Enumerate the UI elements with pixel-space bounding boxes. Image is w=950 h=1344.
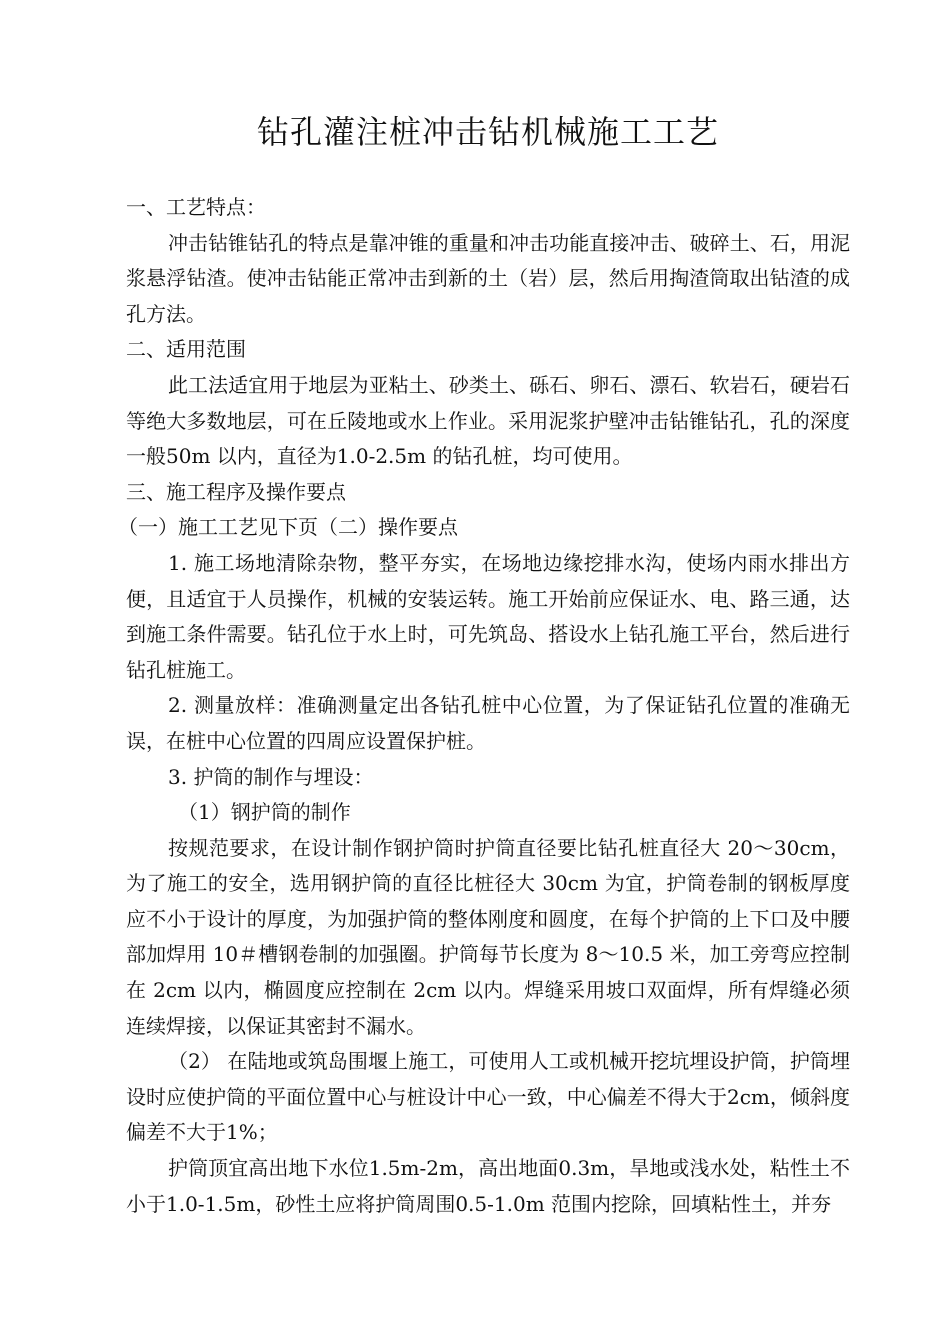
section-3-heading: 三、施工程序及操作要点 — [126, 479, 346, 504]
step-2-paragraph: 2. 测量放样：准确测量定出各钻孔桩中心位置，为了保证钻孔位置的准确无误，在桩中心位置的四周应设置保护桩。 — [126, 693, 850, 753]
step-3-2-paragraph: （2） 在陆地或筑岛围堰上施工，可使用人工或机械开挖坑埋设护筒，护筒埋设时应使护筒的平面位置中心与桩设计中心一致，中心偏差不得大于2cm，倾斜度偏差不大于1%； — [126, 1049, 850, 1145]
section-1-paragraph: 冲击钻锥钻孔的特点是靠冲锥的重量和冲击功能直接冲击、破碎土、石，用泥浆悬浮钻渣。使冲击钻能正常冲击到新的土（岩）层，然后用掏渣筒取出钻渣的成孔方法。 — [126, 230, 850, 326]
document-title: 钻孔灌注桩冲击钻机械施工工艺 — [256, 113, 719, 151]
step-3-1-paragraph: 按规范要求，在设计制作钢护筒时护筒直径要比钻孔桩直径大 20～30cm，为了施工的安全，选用钢护筒的直径比桩径大 30cm 为宜，护筒卷制的钢板厚度应不小于设计的厚度，为加强护筒的整体刚度和圆度，在每个护筒的上下口及中腰部加焊用 10＃槽钢卷制的加强圈。护筒每节长度为 8～10.5 米，加工旁弯应控制在 2cm 以内，椭圆度应控制在 2cm 以内。焊缝采用坡口双面焊，所有焊缝必须连续焊接，以保证其密封不漏水。 — [126, 835, 850, 1038]
section-1-heading: 一、工艺特点： — [126, 195, 266, 219]
section-2-paragraph: 此工法适宜用于地层为亚粘土、砂类土、砾石、卵石、漂石、软岩石，硬岩石等绝大多数地层，可在丘陵地或水上作业。采用泥浆护壁冲击钻锥钻孔，孔的深度一般50m 以内，直径为1.0-2.5m 的钻孔桩，均可使用。 — [126, 372, 850, 469]
section-3-subheading: （一）施工工艺见下页（二）操作要点 — [118, 515, 458, 540]
step-3-3-paragraph: 护筒顶宜高出地下水位1.5m-2m，高出地面0.3m，旱地或浅水处，粘性土不小于1.0-1.5m，砂性土应将护筒周围0.5-1.0m 范围内挖除，回填粘性土，并夯 — [126, 1156, 850, 1216]
step-3-1-heading: （1）钢护筒的制作 — [178, 800, 351, 825]
step-1-paragraph: 1. 施工场地清除杂物，整平夯实，在场地边缘挖排水沟，使场内雨水排出方便，且适宜于人员操作，机械的安装运转。施工开始前应保证水、电、路三通，达到施工条件需要。钻孔位于水上时，可先筑岛、搭设水上钻孔施工平台，然后进行钻孔桩施工。 — [126, 550, 850, 682]
section-2-heading: 二、适用范围 — [126, 337, 246, 362]
step-3-heading: 3. 护筒的制作与埋设： — [168, 764, 374, 789]
